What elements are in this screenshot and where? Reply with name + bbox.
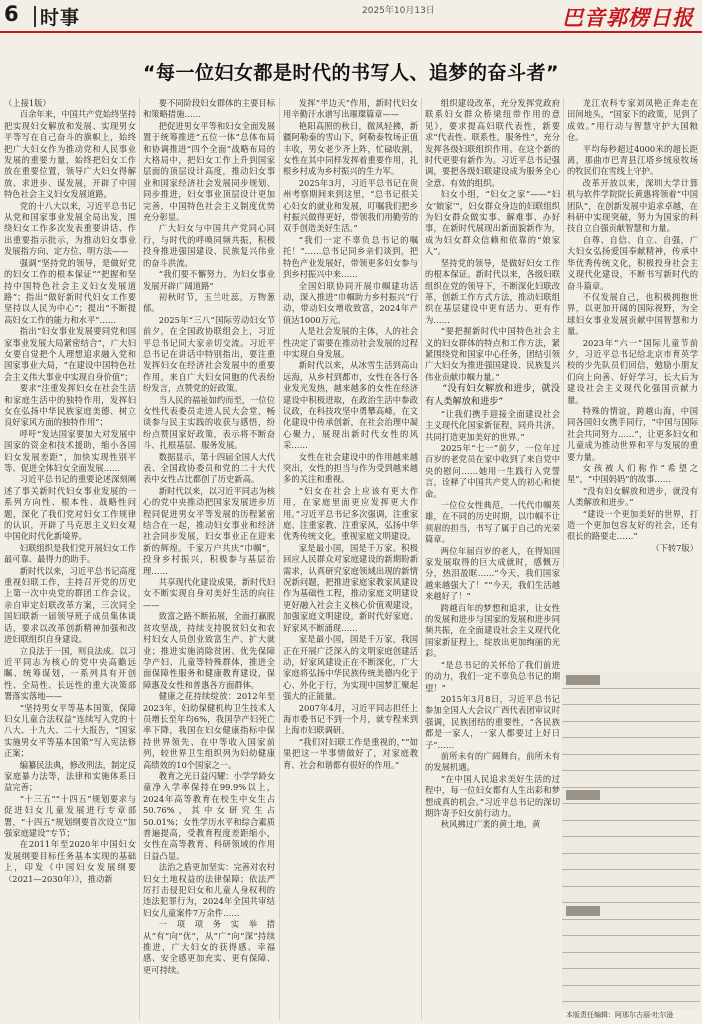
article-paragraph: 呼吁“发达国家要加大对发展中国家的资金和技术援助，缩小各国妇女发展差距”，加快实现性别平等、促进全体妇女全面发展…… — [4, 428, 136, 473]
article-paragraph: 不仅发展自己，也积极拥抱世界，以更加开阔的国际视野，为全球妇女事业发展贡献中国智慧和力量。 — [567, 291, 698, 337]
ad-row — [562, 738, 700, 755]
article-paragraph: “我们对妇联工作是重视的，”“如果把这一半事情做好了，对家庭教育、社会和谐都有很好的作用。” — [283, 736, 418, 770]
article-paragraph: “没有妇女解放和进步，就没有人类解放和进步。” — [567, 485, 698, 508]
article-paragraph: 新时代以来，从冰雪生活到高山远海，从乡村到都市，女性在各行各业发光发热，越来越多的女性在经济建设中积极进取，在政治生活中参政议政，在科技攻坚中勇攀高峰，在文化建设中传承创新，在社会治理中凝心聚力，展现出新时代女性的风采…… — [283, 360, 418, 451]
ad-row — [562, 920, 700, 937]
article-paragraph: 新时代以来，习近平总书记高度重视妇联工作，主持召开党的历史上第一次中央党的群团工作会议，亲自审定妇联改革方案，三次同全国妇联新一届领导班子成员集体谈话，要求以改革创新精神加强和改进妇联组织自身建设。 — [4, 565, 136, 645]
article-paragraph: 要不同阶段妇女群体的主要目标和策略措施…… — [143, 98, 275, 120]
article-paragraph: 共享现代化建设成果，新时代妇女不断实现自身对美好生活的向往—— — [143, 577, 275, 610]
column-separator — [139, 98, 140, 1020]
article-paragraph: 立良法于一国，则良法成。以习近平同志为核心的党中央高瞻远瞩、统筹谋划，一系列具有开创性、全局性、长远性的重大决策部署落实落地—— — [4, 645, 136, 702]
article-paragraph: 当人民的福祉如约而至，一位位女性代表委员走进人民大会堂，畅谈参与民主实践的收获与感悟，纷纷点赞国家好政策，表示将不断奋斗、扎根基层、服务发展。 — [143, 394, 275, 451]
article-column-4 — [425, 98, 560, 1020]
article-paragraph: “妇女在社会上应该有更大作用，在家庭里面更应发挥更大作用。”习近平总书记多次强调，注重家庭、注重家教、注重家风，弘扬中华优秀传统文化，重视家庭文明建设。 — [283, 485, 418, 542]
issue-date: 2025年10月13日 — [362, 6, 435, 16]
article-paragraph: 数据显示，第十四届全国人大代表、全国政协委员和党的二十大代表中女性占比都创了历史新高。 — [143, 451, 275, 485]
ad-row — [562, 705, 700, 722]
advertisement-panel — [562, 672, 700, 1010]
ad-row — [562, 788, 700, 805]
page-footer: 本版责任编辑：阿那尔古丽·吐尔逊 — [566, 1011, 674, 1019]
ad-row — [562, 771, 700, 788]
article-paragraph: 2025年“三八”国际劳动妇女节前夕，在全国政协联组会上，习近平总书记同大家亲切交流。习近平总书记在讲话中特别指出，要注重发挥妇女在经济社会发展中的重要作用，来自广大妇女同胞的代表纷纷发言，点赞党的好政策。 — [143, 314, 275, 394]
article-paragraph: 家是最小国，国是千万家，我国正在开展广泛深入的文明家庭创建活动，好家风建设正在不断深化，广大家庭将弘扬中华民族传统美德内化于心、外化于行，为实现中国梦汇聚起强大的正能量。 — [283, 634, 418, 702]
ad-row — [562, 689, 700, 706]
article-paragraph: 坚持党的领导，是做好妇女工作的根本保证。新时代以来，各级妇联组织在党的领导下，不断深化妇联改革，创新工作方式方法，推动妇联组织在基层建设中更有活力、更有作为…… — [425, 257, 560, 325]
ad-row — [562, 887, 700, 904]
article-paragraph: 2023年“六一”国际儿童节前夕，习近平总书记给北京市育英学校的少先队员们回信，勉励小朋友们向上向善、好好学习，长大后为建设社会主义现代化强国贡献力量。 — [567, 337, 698, 405]
article-paragraph: 法治之盾更加坚实：完善对农村妇女土地权益的法律保障；依法严厉打击侵犯妇女和儿童人身权利的违法犯罪行为，2024年全国共审结妇女儿童案件7万余件…… — [143, 862, 275, 918]
article-paragraph: 习近平总书记的重要论述深刻阐述了事关新时代妇女事业发展的一系列方向性、根本性、战略性问题，深化了我们党对妇女工作规律的认识，开辟了马克思主义妇女观中国化时代化新境界。 — [4, 474, 136, 542]
article-paragraph: 教育之光日益闪耀：小学学龄女童净入学率保持在99.9%以上，2024年高等教育在校生中女生占50.76%，其中女研究生占50.01%；女性学历水平和综合素质普遍提高，受教育程度差距缩小，女性在高等教育、科研领域的作用日益凸显。 — [143, 770, 275, 861]
article-paragraph: 家是最小国，国是千万家。积极回应人民群众对家庭建设的新期盼新需求，认真研究家庭领域出现的新情况新问题，把推进家庭家教家风建设作为基础性工程，推动家庭文明建设更好融入社会主义核心价值观建设，加强家庭文明建设，新时代好家庭、好家风不断涌现…… — [283, 542, 418, 633]
article-paragraph: 妇女小组，“妇女之家”——“妇女‘娘家’”，妇女群众身边的妇联组织为妇女群众做实事、解难事、办好事，在新时代展现出新面貌新作为，成为妇女群众信赖和依靠的“娘家人”。 — [425, 189, 560, 257]
ad-tag — [566, 906, 600, 916]
article-paragraph: 2025年3月，习近平总书记在贵州考察期间来到这里，“总书记很关心妇女的就业和发展，叮嘱我们把乡村振兴做得更好，带领我们用勤劳的双手创造美好生活。” — [283, 177, 418, 234]
article-paragraph: 女孩被人们称作“希望之星”，“中国妈妈”的故事…… — [567, 463, 698, 485]
ad-row — [562, 936, 700, 953]
article-paragraph: 初秋时节，玉兰吐蕊，万物葱郁。 — [143, 291, 275, 314]
article-paragraph: “建设一个更加美好的世界，打造一个更加包容友好的社会，还有很长的路要走……” — [567, 508, 698, 542]
pull-quote: “没有妇女解放和进步，就没有人类解放和进步” — [425, 383, 560, 407]
ad-row — [562, 722, 700, 739]
article-column-3 — [283, 98, 418, 1020]
ad-row — [562, 804, 700, 821]
article-paragraph: 艳阳高照的秋日，微风轻拂，新疆阿勒泰的雪山下，阿勒泰牧场正值丰收，男女老少齐上阵，忙碌收割，女性在其中同样发挥着重要作用，扎根乡村成为乡村振兴的生力军。 — [283, 120, 418, 177]
ad-row — [562, 969, 700, 986]
ad-row — [562, 986, 700, 1003]
newspaper-masthead: 巴音郭楞日报 — [562, 5, 694, 30]
header-rule — [0, 31, 702, 33]
article-paragraph: 百余年来，中国共产党始终坚持把实现妇女解放和发展、实现男女平等写在自己奋斗的旗帜上，始终把广大妇女作为推动党和人民事业发展的重要力量，始终把妇女工作放在重要位置，领导广大妇女得解放、求进步、谋发展，开辟了中国特色社会主义妇女发展道路。 — [4, 109, 136, 200]
article-paragraph: 一项项务实举措从“有”向“优”，从“广”向“深”持续推进，广大妇女的获得感、幸福感、安全感更加充实、更有保障、更可持续。 — [143, 919, 275, 975]
column-separator — [279, 98, 280, 1020]
article-paragraph: “十三五”“十四五”规划要求与促进妇女儿童发展进行专章部署，“十四五”规划纲要首次设立“加强家庭建设”专节； — [4, 793, 136, 838]
article-paragraph: “坚持男女平等基本国策，保障妇女儿童合法权益”连续写入党的十八大、十九大、二十大报告，“国家实施男女平等基本国策”写入宪法修正案； — [4, 702, 136, 759]
section-title: 时事 — [40, 7, 81, 29]
article-paragraph: 在2011年至2020年中国妇女发展纲要目标任务基本实现的基础上，印发《中国妇女发展纲要（2021—2030年）》，推动新 — [4, 839, 136, 884]
ad-row — [562, 870, 700, 887]
article-paragraph: 把促进男女平等和妇女全面发展置于统筹推进“五位一体”总体布局和协调推进“四个全面”战略布局的大格局中，把妇女工作上升到国家层面的顶层设计高度，推动妇女事业和国家经济社会发展同步规划、同步推进，妇女事业顶层设计更加完善，中国特色社会主义制度优势充分彰显。 — [143, 120, 275, 223]
article-paragraph: 强调“坚持党的领导，是做好党的妇女工作的根本保证”“把握和坚持中国特色社会主义妇女发展道路”；指出“做好新时代妇女工作要坚持以人民为中心”；提出“不断提高妇女工作的能力和水平”…… — [4, 257, 136, 325]
page-number: 6 — [4, 2, 19, 26]
article-paragraph: 前所未有的广阔舞台，前所未有的发展机遇。 — [425, 750, 560, 773]
article-paragraph: “我们要不懈努力，为妇女事业发展开辟广阔道路” — [143, 269, 275, 291]
article-paragraph: 秋风拂过广袤的黄土地，黄 — [440, 819, 541, 830]
article-paragraph: 平均每秒超过4000米的超长距离，那曲市巴青县江塔乡绒泉牧场的牧民们在雪线上守护。 — [567, 143, 698, 177]
article-headline: “每一位妇女都是时代的书写人、追梦的奋斗者” — [143, 62, 559, 84]
article-paragraph: 一位位女性典范，一代代巾帼英雄，在不同的历史时期，以巾帼不让须眉的担当，书写了属于自己的光荣篇章。 — [425, 500, 560, 545]
article-paragraph: （上接1版） — [4, 98, 51, 108]
ad-tag — [566, 675, 600, 685]
article-paragraph: 改革开放以来，深圳大学计算机与软件学院院长黄惠将领着“中国团队”，在创新发展中追求卓越，在科研中实现突破，努力为国家的科技自立自强贡献智慧和力量。 — [567, 177, 698, 234]
article-paragraph: “我们一定不辜负总书记的嘱托！”……总书记同乡亲们谈到，把特色产业发展好，带领更多妇女参与到乡村振兴中来…… — [283, 234, 418, 280]
article-paragraph: “要把握新时代中国特色社会主义的妇女群体的特点和工作方法，紧紧围绕党和国家中心任务，团结引领广大妇女为推进强国建设、民族复兴伟业贡献巾帼力量。” — [425, 326, 560, 382]
article-paragraph: 党的十八大以来，习近平总书记从党和国家事业发展全局出发，围绕妇女工作多次发表重要讲话、作出重要指示批示，为推动妇女事业发展指方向、定方位、明方法—— — [4, 200, 136, 257]
article-paragraph: “是总书记的关怀给了我们前进的动力，我们一定不辜负总书记的期望！” — [425, 659, 560, 693]
article-paragraph: 新时代以来，以习近平同志为核心的党中央推动把国家发展进步历程同促进男女平等发展的历程紧密结合在一起，推动妇女事业和经济社会同步发展，妇女事业正在迎来新的辉煌。千家万户共庆“巾帼”，投身乡村振兴，积极参与基层治理…… — [143, 485, 275, 576]
article-paragraph: 自尊、自信、自立、自强，广大妇女弘扬爱国奉献精神，传承中华优秀传统文化，积极投身社会主义现代化建设，不断书写新时代的奋斗篇章。 — [567, 234, 698, 291]
article-paragraph: “让我们携手迎接全面建设社会主义现代化国家新征程，同舟共济，共同打造更加美好的世界。” — [425, 408, 560, 442]
article-paragraph: 组织建设改革，充分发挥党政府联系妇女群众桥梁纽带作用的意见》，要求提高妇联代表性，新要求“代表性、联系性，服务性”，充分发挥各级妇联组织作用。在这个新的时代更要有新作为。习近平总书记强调，要把各级妇联建设成为服务全心全意、有效的组织。 — [425, 98, 560, 188]
article-paragraph: （下转7版） — [651, 542, 698, 553]
article-column-5 — [567, 98, 698, 568]
article-paragraph: 2007年4月，习近平同志担任上海市委书记不到一个月，就专程来到上海市妇联调研。 — [283, 702, 418, 736]
ad-row — [562, 854, 700, 871]
article-paragraph: “在中国人民追求美好生活的过程中，每一位妇女都有人生出彩和梦想成真的机会。”习近平总书记的深切期许寄予妇女前行动力。 — [425, 773, 560, 818]
ad-row — [562, 953, 700, 970]
article-paragraph: 人是社会发展的主体，人的社会性决定了需要在推动社会发展的过程中实现自身发展。 — [283, 326, 418, 359]
article-paragraph: 2025年“七一”前夕，一位年过百岁的老党员在家中收到了来自党中央的慰问……她用一生践行入党誓言，诠释了中国共产党人的初心和使命。 — [425, 442, 560, 499]
article-paragraph: 致富之路不断拓展，全面打赢脱贫攻坚战，持续支持脱贫妇女和农村妇女人员创业致富生产、扩大就业；推进实施消除贫困、优先保障孕产妇、儿童等特殊群体，推进全面保障性服务和健康教育建设，保障惠及女性和普惠各方面群体。 — [143, 611, 275, 690]
article-paragraph: 跨越百年的梦想和追求，让女性的发展和进步与国家的发展和进步同频共振，在全面建设社会主义现代化国家新征程上，绽放出更加绚丽的光彩。 — [425, 602, 560, 659]
article-paragraph: 特殊的情谊，跨越山海，中国同各国妇女携手同行，“中国与国际社会共同努力……”，让更多妇女和儿童成为推动世界和平与发展的重要力量。 — [567, 405, 698, 462]
page-header — [0, 0, 702, 32]
article-paragraph: 2015年3月8日，习近平总书记参加全国人大会议广西代表团审议时强调，民族团结的重要性，“各民族都是一家人，一家人都要过上好日子”…… — [425, 693, 560, 750]
header-divider — [34, 6, 36, 27]
article-paragraph: 全国妇联协同开展巾帼建功活动，深入推进“巾帼助力乡村振兴”行动，带动妇女增收致富，2024年产值达1000万元。 — [283, 280, 418, 325]
article-paragraph: 指出“妇女事业发展要同党和国家事业发展大局紧密结合”，广大妇女要自觉把个人理想追求融入党和国家事业大局，“在建设中国特色社会主义伟大事业中实现自身价值”； — [4, 326, 136, 382]
ad-row — [562, 903, 700, 920]
article-paragraph: 健康之花持续绽放：2012年至2023年，妇幼保健机构卫生技术人员增长至年均6%，我国孕产妇死亡率下降，我国在妇女健康指标中保持世界领先、在中等收入国家前列，较世界卫生组织列为妇幼健康高绩效的10个国家之一。 — [143, 691, 275, 770]
column-separator — [563, 98, 564, 568]
ad-row — [562, 755, 700, 772]
article-paragraph: 女性在社会建设中的作用越来越突出，女性的担当与作为受到越来越多的关注和重视。 — [283, 451, 418, 485]
article-column-2 — [143, 98, 275, 1020]
column-separator — [421, 98, 422, 1020]
article-paragraph: 要求“注重发挥妇女在社会生活和家庭生活中的独特作用，发挥妇女在弘扬中华民族家庭美德、树立良好家风方面的独特作用”； — [4, 383, 136, 428]
ad-row — [562, 672, 700, 689]
article-paragraph: 妇联组织是我们党开展妇女工作最可靠、最得力的助手。 — [4, 542, 136, 565]
article-paragraph: 发挥“半边天”作用，新时代妇女用辛勤汗水谱写出璀璨篇章—— — [283, 98, 418, 120]
article-paragraph: 编纂民法典，修改刑法，制定反家庭暴力法等，法律和实施体系日益完善； — [4, 759, 136, 793]
article-paragraph: 两位年届百岁的老人，在得知国家发展取得的巨大成就时，感慨万分，热泪盈眶……“今天，我们国家越来越强大了！”“今天，我们生活越来越好了！” — [425, 545, 560, 602]
ad-row — [562, 837, 700, 854]
article-column-1 — [4, 98, 136, 1020]
article-paragraph: 龙江农科专家刘凤艳正奔走在田间地头，“国家下的政策，见到了成效。”用行动与智慧守护大国粮仓。 — [567, 98, 698, 143]
ad-tag — [566, 790, 600, 800]
article-paragraph: 广大妇女与中国共产党同心同行，与时代的呼唤同频共振，积极投身推进强国建设、民族复兴伟业的奋斗洪流。 — [143, 223, 275, 268]
ad-row — [562, 821, 700, 838]
